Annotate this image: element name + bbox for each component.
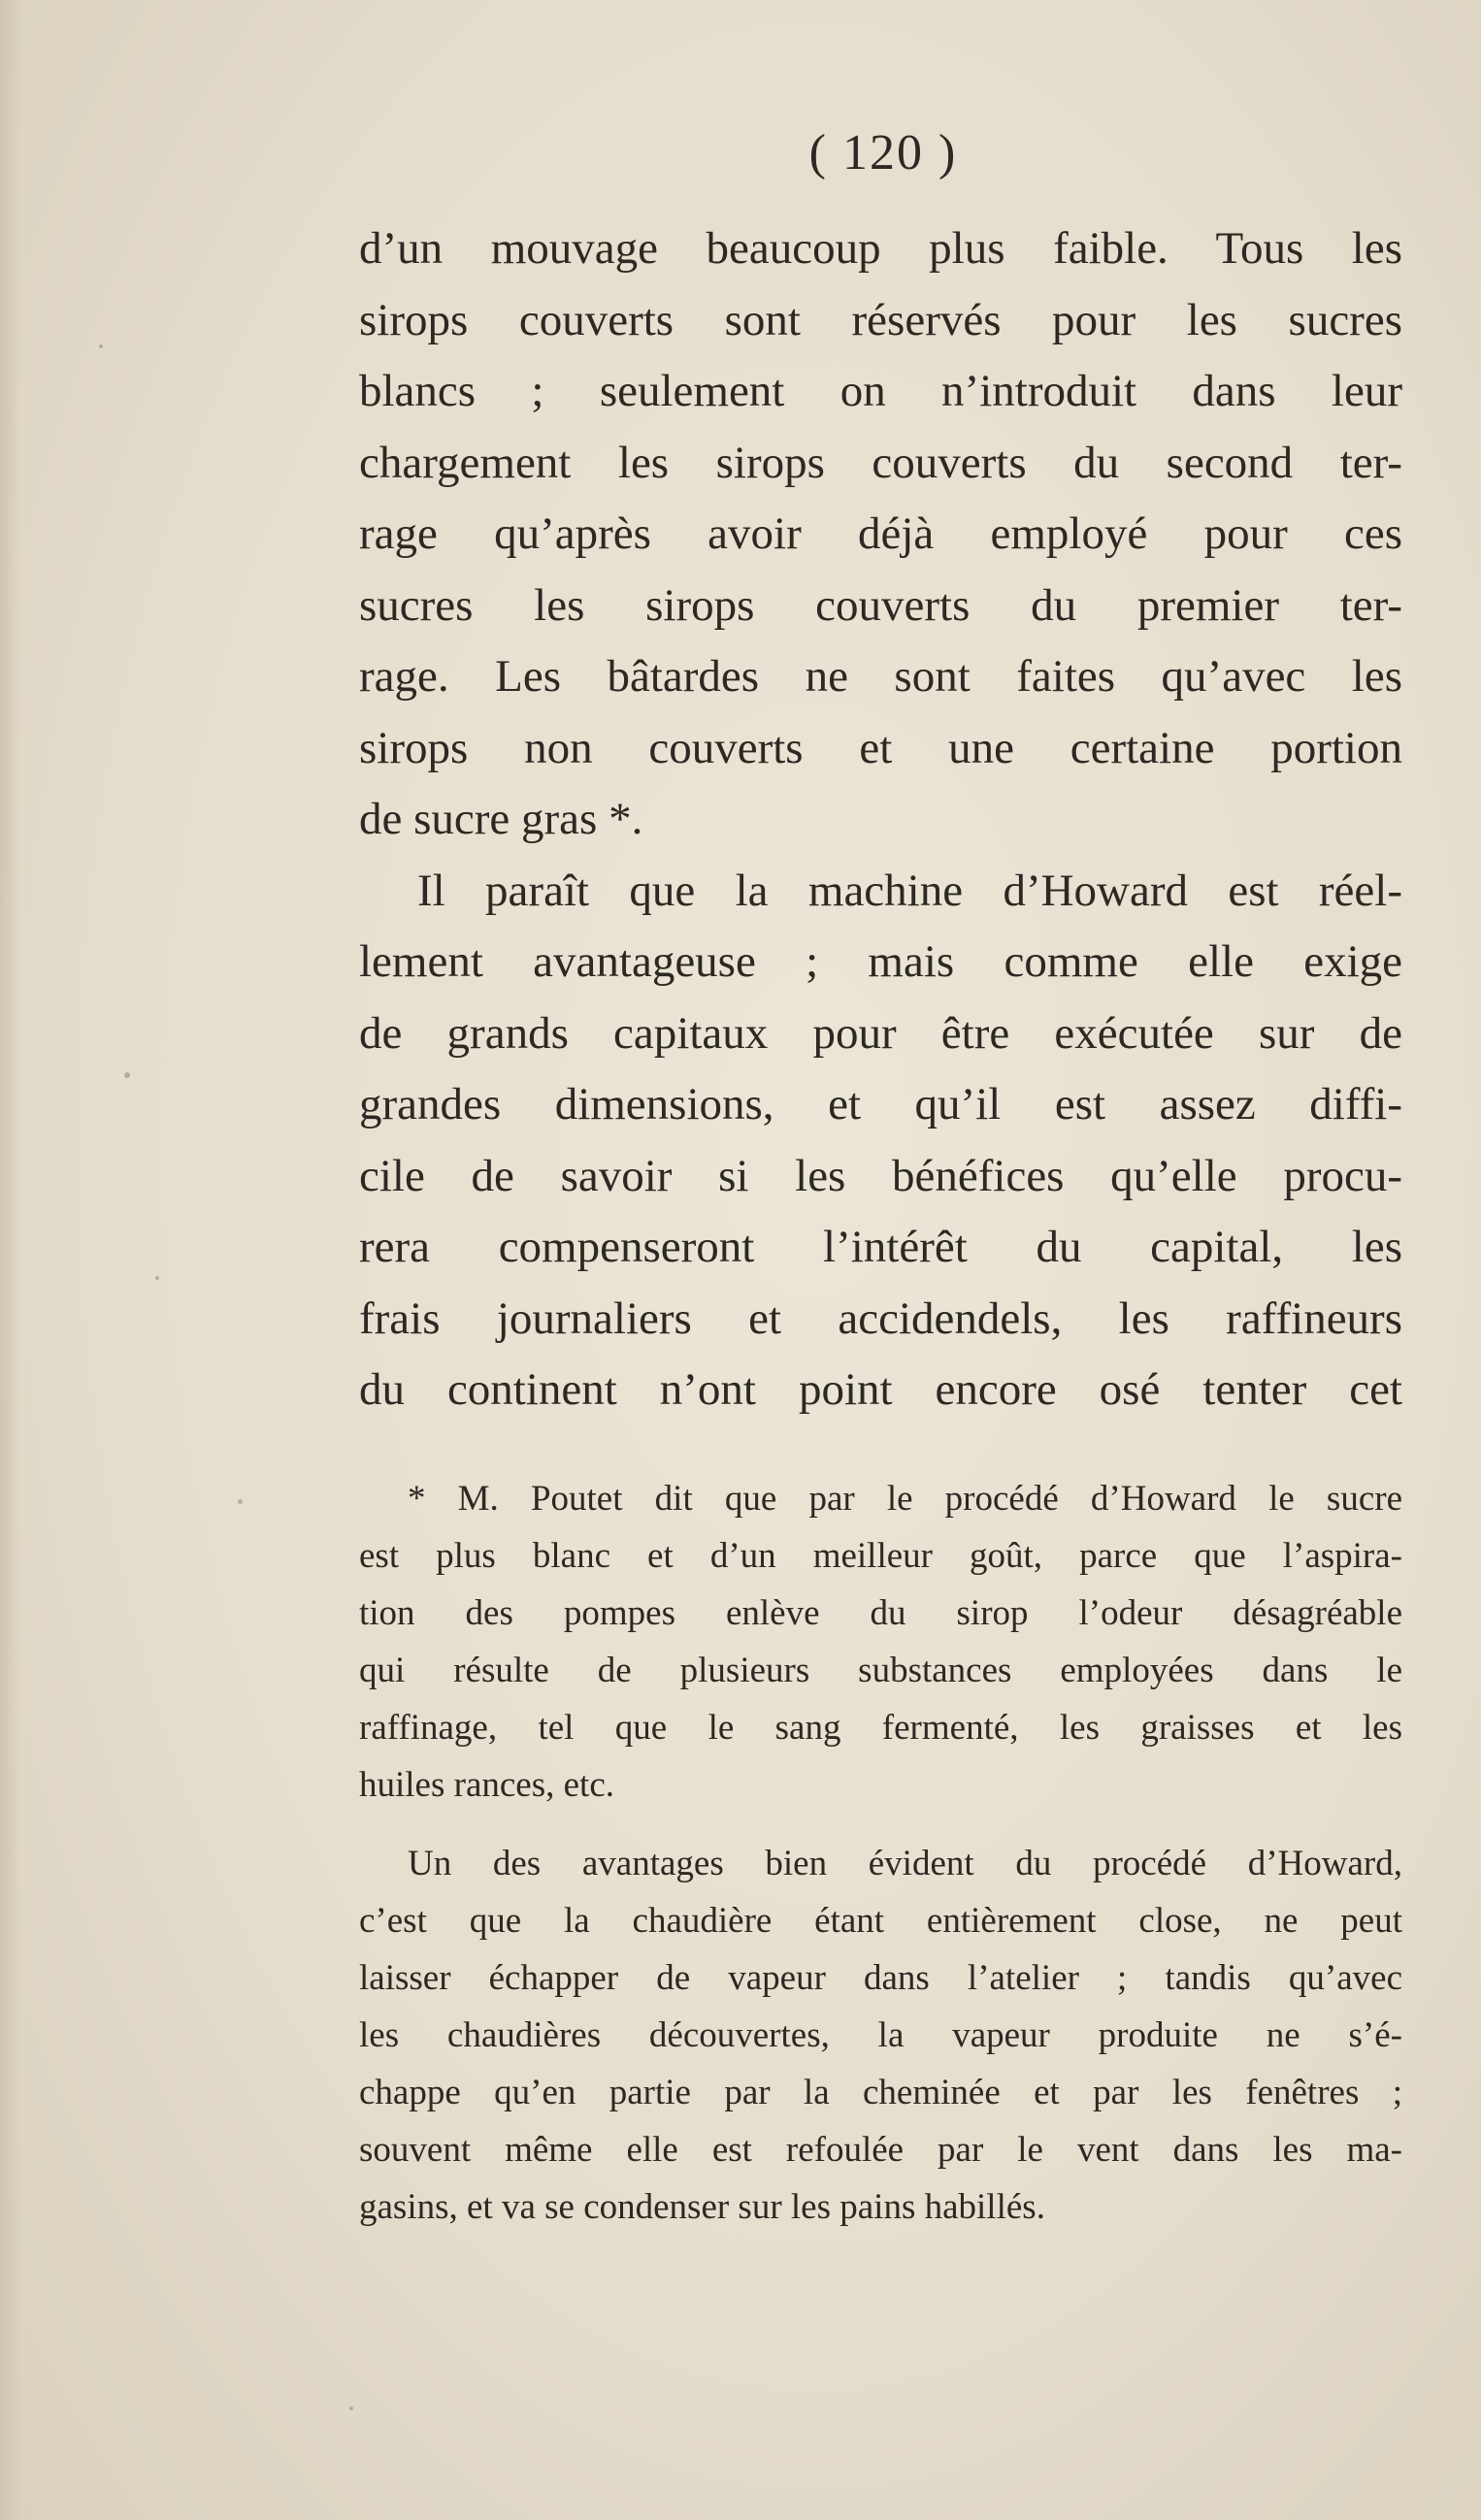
- footnote-line: * M. Poutet dit que par le procédé d’Howard le sucre: [408, 1479, 1402, 1519]
- text-line: frais journaliers et accidendels, les raffineurs: [359, 1293, 1402, 1344]
- text-line: de grands capitaux pour être exécutée sur de: [359, 1007, 1402, 1059]
- footnote-1: [359, 1470, 1402, 1814]
- text-line: rage. Les bâtardes ne sont faites qu’avec les: [359, 651, 1402, 702]
- footnote-line: c’est que la chaudière étant entièrement close, ne peut: [359, 1901, 1402, 1941]
- paper-speck: [155, 1276, 159, 1280]
- text-line: sirops couverts sont réservés pour les sucres: [359, 294, 1402, 345]
- footnote-line: qui résulte de plusieurs substances employées dans le: [359, 1651, 1402, 1690]
- text-line: sirops non couverts et une certaine portion: [359, 722, 1402, 773]
- text-line: rera compenseront l’intérêt du capital, les: [359, 1222, 1402, 1272]
- paper-speck: [238, 1499, 243, 1504]
- footnote-2: [359, 1835, 1402, 2236]
- footnote-line: souvent même elle est refoulée par le vent dans les ma-: [359, 2130, 1402, 2170]
- footnote-line: huiles rances, etc.: [359, 1765, 614, 1805]
- footnote-line: raffinage, tel que le sang fermenté, les graisses et les: [359, 1708, 1402, 1748]
- footnote-line: est plus blanc et d’un meilleur goût, parce que l’aspira-: [359, 1536, 1402, 1576]
- paper-speck: [124, 1072, 130, 1078]
- footnote-line: gasins, et va se condenser sur les pains habillés.: [359, 2187, 1045, 2227]
- footnote-line: Un des avantages bien évident du procédé d’Howard,: [408, 1844, 1402, 1883]
- footnote-line: les chaudières découvertes, la vapeur produite ne s’é-: [359, 2015, 1402, 2055]
- footnote-line: chappe qu’en partie par la cheminée et par les fenêtres ;: [359, 2073, 1402, 2112]
- text-line: sucres les sirops couverts du premier ter-: [359, 579, 1402, 631]
- text-line: Il paraît que la machine d’Howard est réel-: [417, 865, 1402, 916]
- text-line: chargement les sirops couverts du second ter-: [359, 437, 1402, 488]
- footnote-spacer: [359, 1814, 1402, 1835]
- page-edge-shadow: [0, 0, 21, 2520]
- text-line: d’un mouvage beaucoup plus faible. Tous les: [359, 223, 1402, 274]
- paper-speck: [99, 344, 103, 348]
- footnote-line: tion des pompes enlève du sirop l’odeur désagréable: [359, 1593, 1402, 1633]
- text-line: grandes dimensions, et qu’il est assez diffi-: [359, 1079, 1402, 1129]
- footnotes: [359, 1470, 1402, 2236]
- text-line: cile de savoir si les bénéfices qu’elle procu-: [359, 1150, 1402, 1201]
- page-number: ( 120 ): [808, 125, 958, 180]
- text-line: de sucre gras *.: [359, 794, 643, 844]
- text-line: du continent n’ont point encore osé tenter cet: [359, 1364, 1402, 1415]
- text-line: lement avantageuse ; mais comme elle exige: [359, 936, 1402, 987]
- text-line: rage qu’après avoir déjà employé pour ces: [359, 508, 1402, 559]
- text-line: blancs ; seulement on n’introduit dans leur: [359, 366, 1402, 416]
- main-text: [359, 213, 1402, 1426]
- paper-speck: [349, 2406, 353, 2410]
- footnote-line: laisser échapper de vapeur dans l’atelier ; tandis qu’avec: [359, 1958, 1402, 1998]
